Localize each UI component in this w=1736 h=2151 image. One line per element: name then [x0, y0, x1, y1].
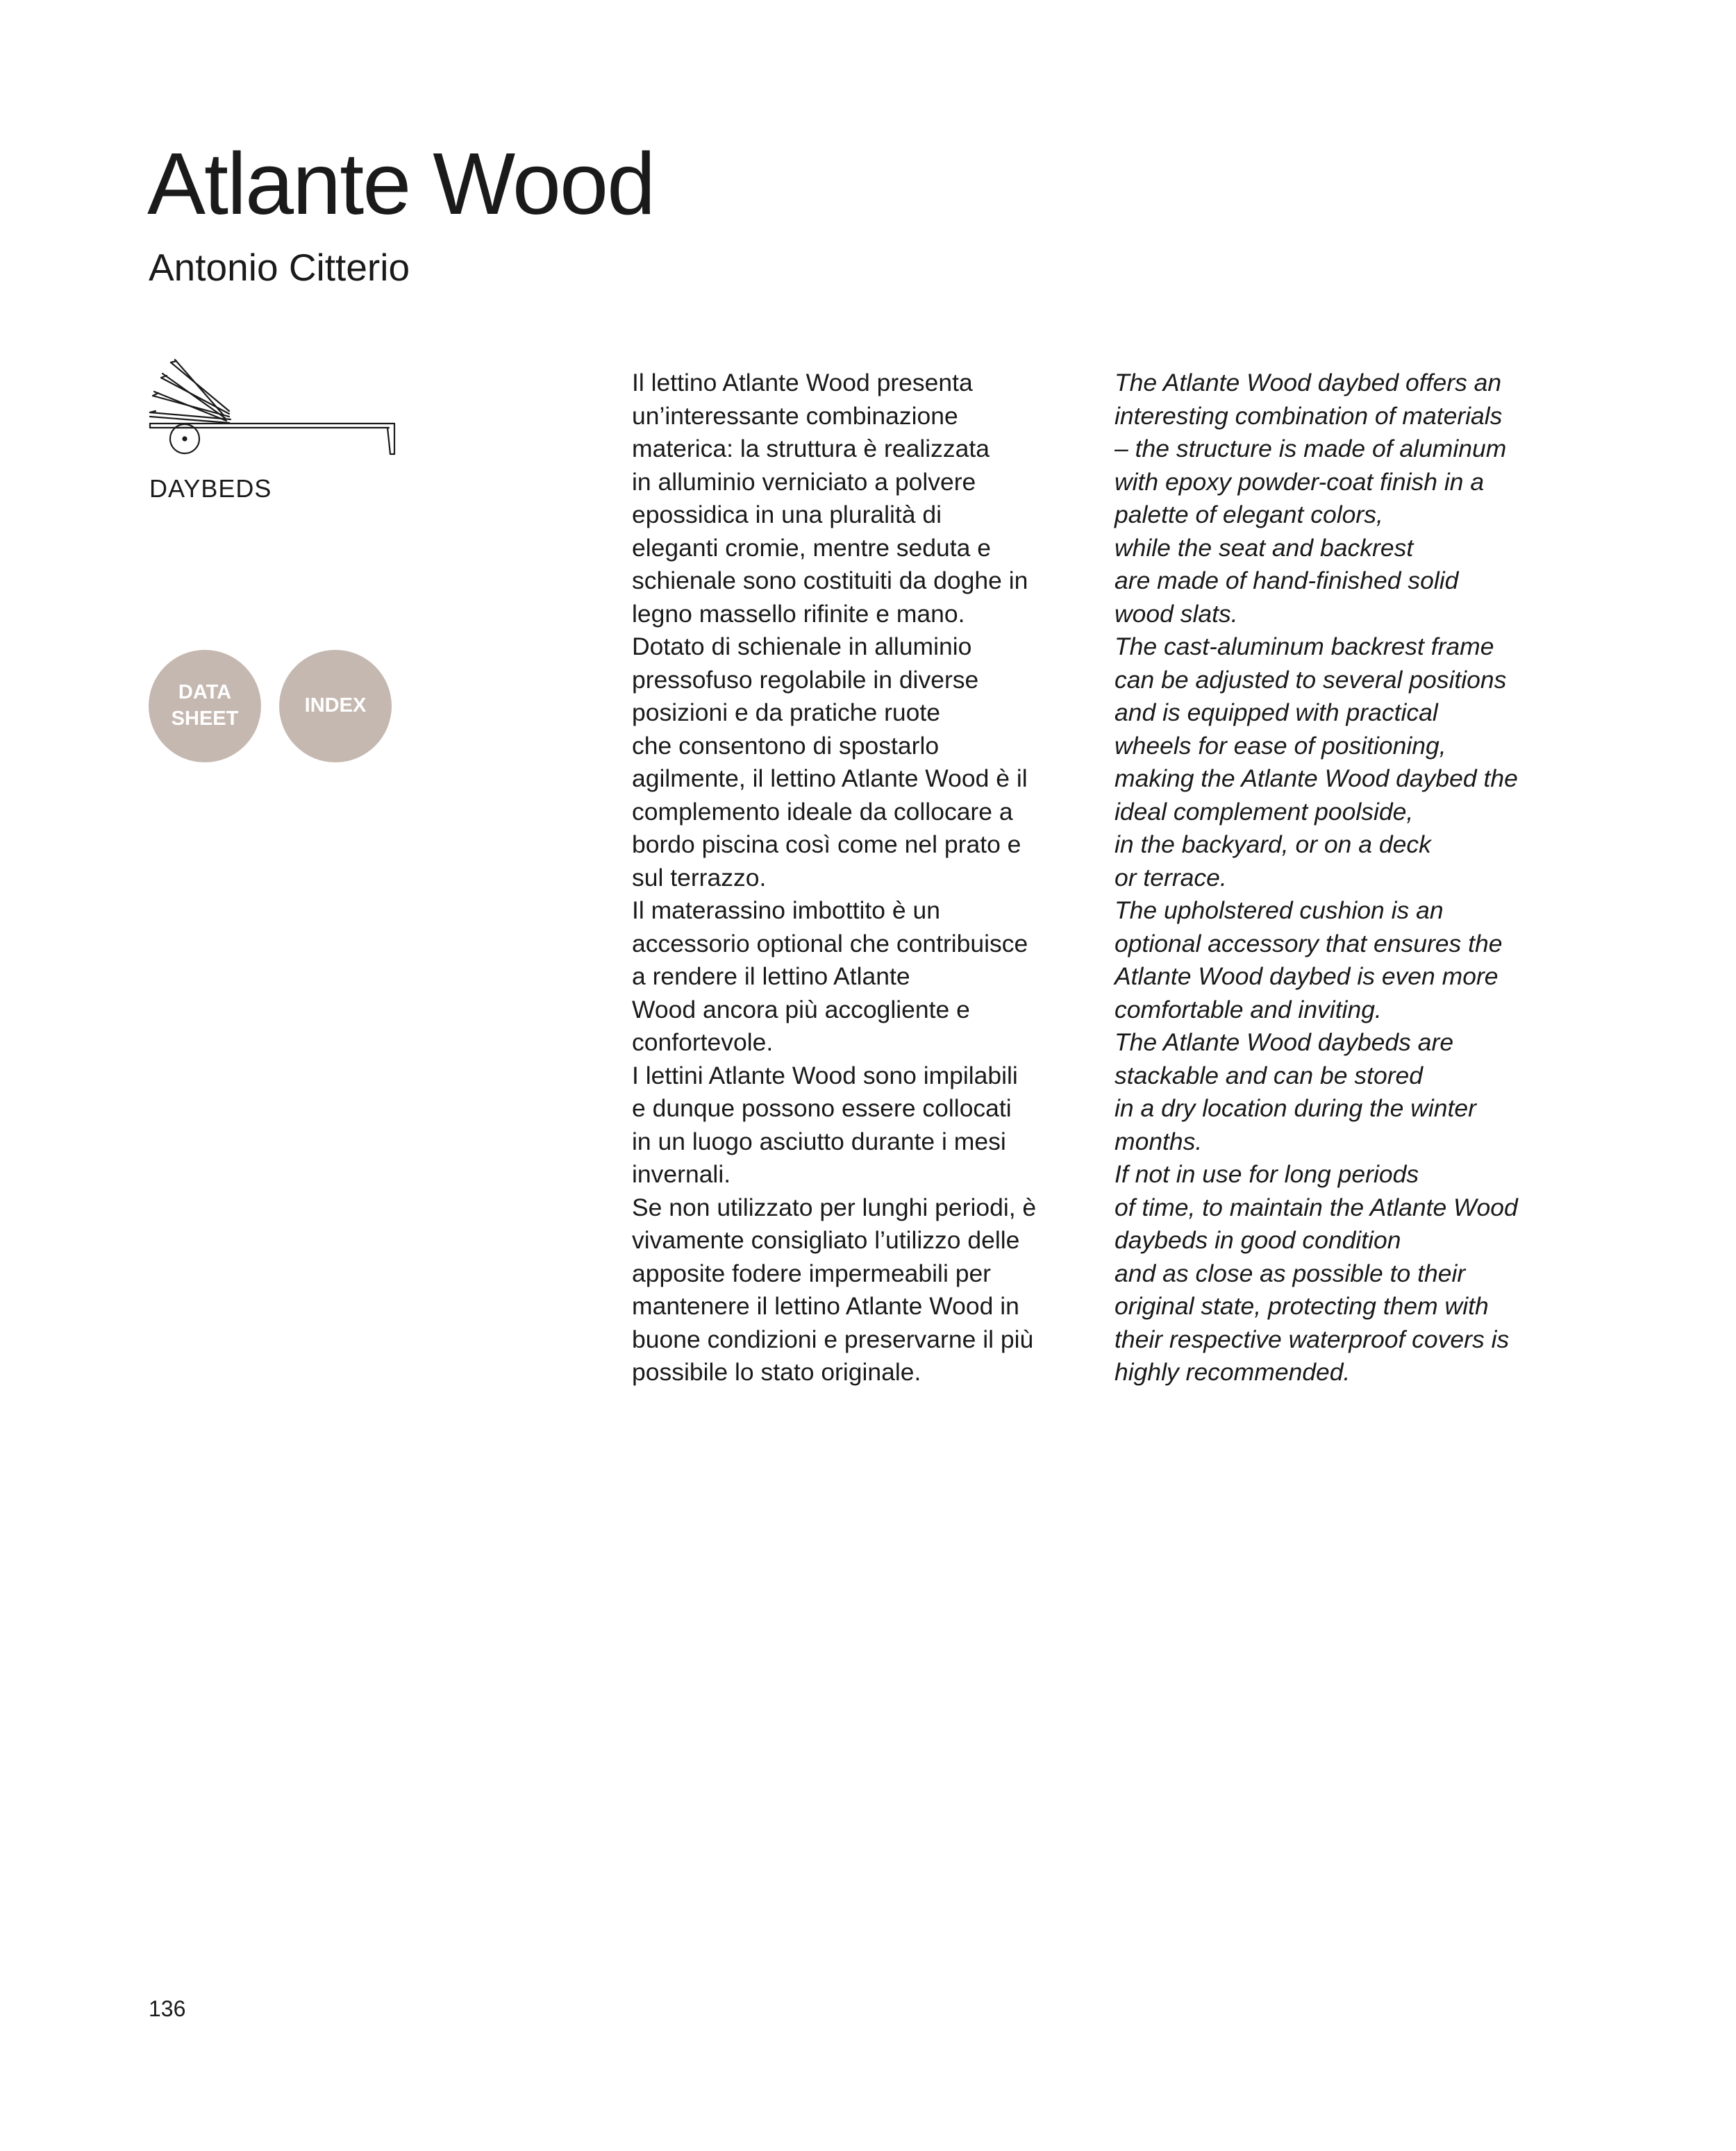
page-number: 136	[149, 1996, 186, 2021]
category-label: DAYBEDS	[149, 474, 272, 503]
italian-text-line: sul terrazzo.	[632, 863, 767, 892]
italian-text-line: bordo piscina così come nel prato e	[632, 830, 1021, 858]
english-text-line: optional accessory that ensures the	[1115, 929, 1503, 957]
english-text-line: or terrace.	[1115, 863, 1227, 892]
italian-text-line: a rendere il lettino Atlante	[632, 962, 910, 990]
italian-text-line: vivamente consigliato l’utilizzo delle	[632, 1226, 1020, 1254]
english-text-line: The cast-aluminum backrest frame	[1115, 633, 1494, 660]
english-text-line: palette of elegant colors,	[1115, 501, 1383, 528]
italian-text-line: che consentono di spostarlo	[632, 731, 940, 760]
italian-text-line: Se non utilizzato per lunghi periodi, è	[632, 1193, 1037, 1221]
english-text-line: wood slats.	[1115, 599, 1238, 628]
english-text-line: their respective waterproof covers is	[1115, 1325, 1510, 1353]
italian-text-line: schienale sono costituiti da doghe in	[632, 567, 1028, 594]
italian-text-line: Wood ancora più accogliente e	[632, 995, 970, 1023]
italian-text-line: apposite fodere impermeabili per	[632, 1259, 992, 1287]
italian-text-line: mantenere il lettino Atlante Wood in	[632, 1292, 1019, 1320]
italian-text-line: buone condizioni e preservarne il più	[632, 1325, 1034, 1353]
english-text-line: and is equipped with practical	[1115, 698, 1438, 726]
english-text-line: Atlante Wood daybed is even more	[1115, 962, 1499, 990]
english-text-line: can be adjusted to several positions	[1115, 665, 1507, 694]
english-text-line: with epoxy powder-coat finish in a	[1115, 467, 1485, 496]
english-description	[1115, 367, 1601, 1389]
page-title: Atlante Wood	[147, 135, 655, 233]
english-text-line: highly recommended.	[1115, 1358, 1351, 1386]
index-button[interactable]	[279, 650, 392, 762]
italian-text-line: posizioni e da pratiche ruote	[632, 698, 941, 726]
english-text-line: and as close as possible to their	[1115, 1259, 1466, 1287]
english-text-line: while the seat and backrest	[1115, 533, 1414, 562]
english-text-line: ideal complement poolside,	[1115, 797, 1414, 826]
italian-text-line: complemento ideale da collocare a	[632, 797, 1013, 826]
english-text-line: making the Atlante Wood daybed the	[1115, 764, 1518, 792]
italian-text-line: accessorio optional che contribuisce	[632, 929, 1028, 957]
italian-text-line: agilmente, il lettino Atlante Wood è il	[632, 764, 1028, 792]
english-text-line: original state, protecting them with	[1115, 1292, 1489, 1320]
english-text-line: interesting combination of materials	[1115, 401, 1503, 430]
italian-text-line: invernali.	[632, 1160, 731, 1188]
italian-text-line: materica: la struttura è realizzata	[632, 435, 990, 462]
italian-text-line: epossidica in una pluralità di	[632, 501, 942, 528]
italian-text-line: possibile lo stato originale.	[632, 1358, 921, 1386]
english-text-line: wheels for ease of positioning,	[1115, 731, 1446, 760]
italian-text-line: in un luogo asciutto durante i mesi	[632, 1127, 1006, 1155]
designer-name: Antonio Citterio	[149, 246, 410, 289]
italian-text-line: pressofuso regolabile in diverse	[632, 665, 979, 694]
english-text-line: The Atlante Wood daybed offers an	[1115, 369, 1502, 396]
italian-text-line: confortevole.	[632, 1028, 774, 1056]
italian-text-line: Il lettino Atlante Wood presenta	[632, 369, 973, 396]
italian-text-line: e dunque possono essere collocati	[632, 1094, 1012, 1122]
index-button-label: INDEX	[304, 694, 367, 717]
english-text-line: If not in use for long periods	[1115, 1160, 1419, 1188]
data-sheet-button-label: DATA SHEET	[171, 681, 239, 730]
english-text-line: of time, to maintain the Atlante Wood	[1115, 1193, 1518, 1221]
english-text-line: in a dry location during the winter	[1115, 1094, 1476, 1122]
english-text-line: The upholstered cushion is an	[1115, 896, 1444, 924]
italian-text-line: I lettini Atlante Wood sono impilabili	[632, 1061, 1018, 1089]
italian-text-line: Il materassino imbottito è un	[632, 896, 940, 924]
daybed-icon	[147, 357, 399, 461]
italian-text-line: legno massello rifinite e mano.	[632, 599, 965, 628]
data-sheet-button[interactable]	[149, 650, 261, 762]
english-text-line: – the structure is made of aluminum	[1115, 435, 1507, 462]
italian-text-line: Dotato di schienale in alluminio	[632, 633, 972, 660]
italian-text-line: in alluminio verniciato a polvere	[632, 467, 976, 496]
italian-text-line: un’interessante combinazione	[632, 401, 958, 430]
english-text-line: are made of hand-finished solid	[1115, 567, 1459, 594]
english-text-line: comfortable and inviting.	[1115, 995, 1382, 1023]
english-text-line: in the backyard, or on a deck	[1115, 830, 1431, 858]
italian-description	[632, 367, 1090, 1389]
english-text-line: The Atlante Wood daybeds are	[1115, 1028, 1454, 1056]
english-text-line: months.	[1115, 1127, 1203, 1155]
english-text-line: daybeds in good condition	[1115, 1226, 1401, 1254]
italian-text-line: eleganti cromie, mentre seduta e	[632, 533, 992, 562]
english-text-line: stackable and can be stored	[1115, 1061, 1424, 1089]
